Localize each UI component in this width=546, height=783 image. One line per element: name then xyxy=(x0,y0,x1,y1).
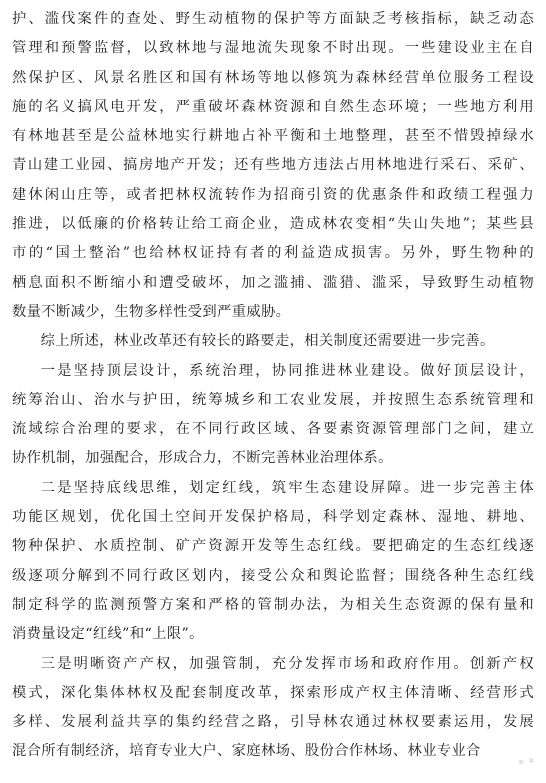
text-line: 多样、发展利益共享的集约经营之路，引导林农通过林权要素运用，发展 xyxy=(12,714,534,731)
paragraph-p2 xyxy=(12,327,534,356)
text-line: 功能区规划，优化国土空间开发保护格局，科学划定森林、湿地、耕地、 xyxy=(12,509,534,526)
text-line: 物种保护、水质控制、矿产资源开发等生态红线。要把确定的生态红线逐 xyxy=(12,538,534,555)
document-body xyxy=(12,5,534,767)
paragraph-p1 xyxy=(12,5,534,327)
text-line: 护、滥伐案件的查处、野生动植物的保护等方面缺乏考核指标，缺乏动态 xyxy=(12,11,534,27)
paragraph-p5 xyxy=(12,650,534,767)
text-line: 建休闲山庄等，或者把林权流转作为招商引资的优惠条件和政绩工程强力 xyxy=(12,186,534,203)
text-line: 模式，深化集体林权及配套制度改革，探索形成产权主体清晰、经营形式 xyxy=(12,684,534,701)
text-line: 综上所述，林业改革还有较长的路要走，相关制度还需要进一步完善。 xyxy=(40,333,495,350)
text-line: 制定科学的监测预警方案和严格的管制办法，为相关生态资源的保有量和 xyxy=(12,596,534,613)
text-line: 施的名义搞风电开发，严重破坏森林资源和自然生态环境；一些地方利用 xyxy=(12,98,534,115)
text-line: 市的“国土整治”也给林权证持有者的利益造成损害。另外，野生物种的 xyxy=(12,245,534,262)
text-line: 混合所有制经济，培育专业大户、家庭林场、股份合作林场、林业专业合 xyxy=(12,743,481,760)
text-line: 青山建工业园、搞房地产开发；还有些地方违法占用林地进行采石、采矿、 xyxy=(12,157,534,174)
text-line: 级逐项分解到不同行政区划内，接受公众和舆论监督；围绕各种生态红线 xyxy=(12,567,534,584)
watermark-logo: ·· xyxy=(515,748,540,777)
text-line: 数量不断减少，生物多样性受到严重威胁。 xyxy=(12,303,291,320)
text-line: 然保护区、风景名胜区和国有林场等地以修筑为森林经营单位服务工程设 xyxy=(12,69,534,86)
text-line: 二是坚持底线思维，划定红线，筑牢生态建设屏障。进一步完善主体 xyxy=(40,479,534,496)
text-line: 有林地甚至是公益林地实行耕地占补平衡和土地整理，甚至不惜毁掉绿水 xyxy=(12,128,534,145)
text-line: 栖息面积不断缩小和遭受破坏，加之滥捕、滥猎、滥采，导致野生动植物 xyxy=(12,274,534,291)
text-line: 一是坚持顶层设计，系统治理，协同推进林业建设。做好顶层设计， xyxy=(40,362,534,379)
text-line: 流域综合治理的要求，在不同行政区域、各要素资源管理部门之间，建立 xyxy=(12,421,534,438)
paragraph-p3 xyxy=(12,357,534,474)
text-line: 统筹治山、治水与护田，统筹城乡和工农业发展，并按照生态系统管理和 xyxy=(12,391,534,408)
text-line: 协作机制，加强配合，形成合力，不断完善林业治理体系。 xyxy=(12,450,393,467)
text-line: 管理和预警监督，以致林地与湿地流失现象不时出现。一些建设业主在自 xyxy=(12,40,534,57)
paragraph-p4 xyxy=(12,474,534,650)
text-line: 推进，以低廉的价格转让给工商企业，造成林农变相“失山失地”；某些县 xyxy=(12,216,534,233)
text-line: 消费量设定“红线”和“上限”。 xyxy=(12,626,204,643)
text-line: 三是明晰资产产权，加强管制，充分发挥市场和政府作用。创新产权 xyxy=(40,655,534,672)
